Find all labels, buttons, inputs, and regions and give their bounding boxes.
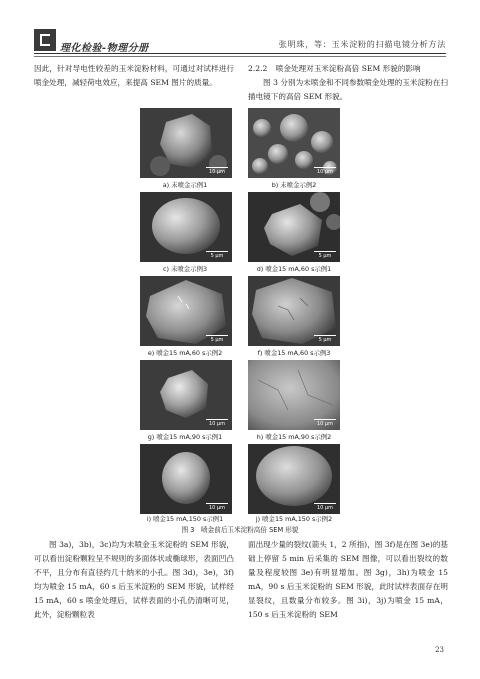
scale-bar: 10 μm: [206, 419, 228, 428]
bottom-right-paragraph: 面出现少量的裂纹(箭头 1，2 所指)，图 3f)是在图 3e)的基础上停留 5 min 后采集的 SEM 图像，可以看出裂纹的数量及程度较图 3e)有明显增加。图 3g)，3h)为喷金 15 mA，90 s 后玉米淀粉的 SEM 形貌，此时试样表面存在明显裂纹，且数量分布较多。图 3i)，3j)为喷金 15 mA，150 s 后玉米淀粉的 SEM: [248, 540, 449, 619]
page-number: 23: [435, 646, 444, 654]
caption-f: f) 喷金15 mA,60 s示例3: [257, 349, 331, 357]
caption-h: h) 喷金15 mA,90 s示例2: [256, 433, 332, 441]
scale-bar: 10 μm: [314, 503, 336, 512]
journal-name: 理化检验-物理分册: [60, 43, 149, 54]
running-title: 张明珠，等：玉米淀粉的扫描电镜分析方法: [278, 40, 446, 49]
section-heading: [248, 62, 448, 76]
scale-bar: 5 μm: [206, 251, 228, 260]
caption-g: g) 喷金15 mA,90 s示例1: [147, 433, 223, 441]
section-title: 喷金处理对玉米淀粉高倍 SEM 形貌的影响: [275, 64, 421, 73]
sem-panel-a: [140, 108, 232, 178]
section-body: 图 3 分别为未喷金和不同参数喷金处理的玉米淀粉在扫描电镜下的高倍 SEM 形貌。: [248, 78, 448, 101]
bottom-left-paragraph: 图 3a)，3b)，3c)均为未喷金玉米淀粉的 SEM 形貌，可以看出淀粉颗粒呈不规则的多面体状或椭球形，表面凹凸不平，且分布有直径约几十纳米的小孔。图 3d)，3e)，3f)均为喷金 15 mA，60 s 后玉米淀粉的 SEM 形貌，试样经 15 mA，60 s 喷金处理后，试样表面的小孔仍清晰可见，此外，淀粉颗粒表: [34, 540, 234, 619]
header-rule-thin: [34, 56, 446, 57]
caption-c: c) 未喷金示例3: [162, 265, 208, 273]
sem-panel-b: [248, 108, 340, 178]
scale-bar: 5 μm: [314, 251, 336, 260]
caption-d: d) 喷金15 mA,60 s示例1: [256, 265, 332, 273]
scale-bar: 10 μm: [206, 167, 228, 176]
sem-panel-j: [248, 444, 340, 514]
scale-bar: 10 μm: [314, 167, 336, 176]
sem-panel-g: [140, 360, 232, 430]
header-rule: [34, 53, 446, 54]
sem-panel-c: [140, 192, 232, 262]
sem-panel-e: [140, 276, 232, 346]
scale-bar: 5 μm: [206, 335, 228, 344]
scale-bar: 10 μm: [206, 503, 228, 512]
caption-j: j) 喷金15 mA,150 s示例2: [255, 515, 333, 523]
top-left-paragraph: 因此，针对导电性较差的玉米淀粉材料，可通过对试样进行喷金处理，减轻荷电效应，来提高 SEM 图片的质量。: [34, 64, 234, 87]
sem-panel-f: [248, 276, 340, 346]
figure-title: 图 3 喷金前后玉米淀粉高倍 SEM 形貌: [181, 526, 299, 534]
caption-i: i) 喷金15 mA,150 s示例1: [146, 515, 224, 523]
section-number: 2.2.2: [248, 64, 268, 73]
caption-a: a) 未喷金示例1: [162, 181, 208, 189]
sem-panel-h: [248, 360, 340, 430]
sem-panel-i: [140, 444, 232, 514]
sem-panel-d: [248, 192, 340, 262]
caption-b: b) 未喷金示例2: [271, 181, 317, 189]
caption-e: e) 喷金15 mA,60 s示例2: [147, 349, 223, 357]
scale-bar: 5 μm: [314, 335, 336, 344]
journal-logo-icon: [34, 29, 56, 51]
scale-bar: 10 μm: [314, 419, 336, 428]
